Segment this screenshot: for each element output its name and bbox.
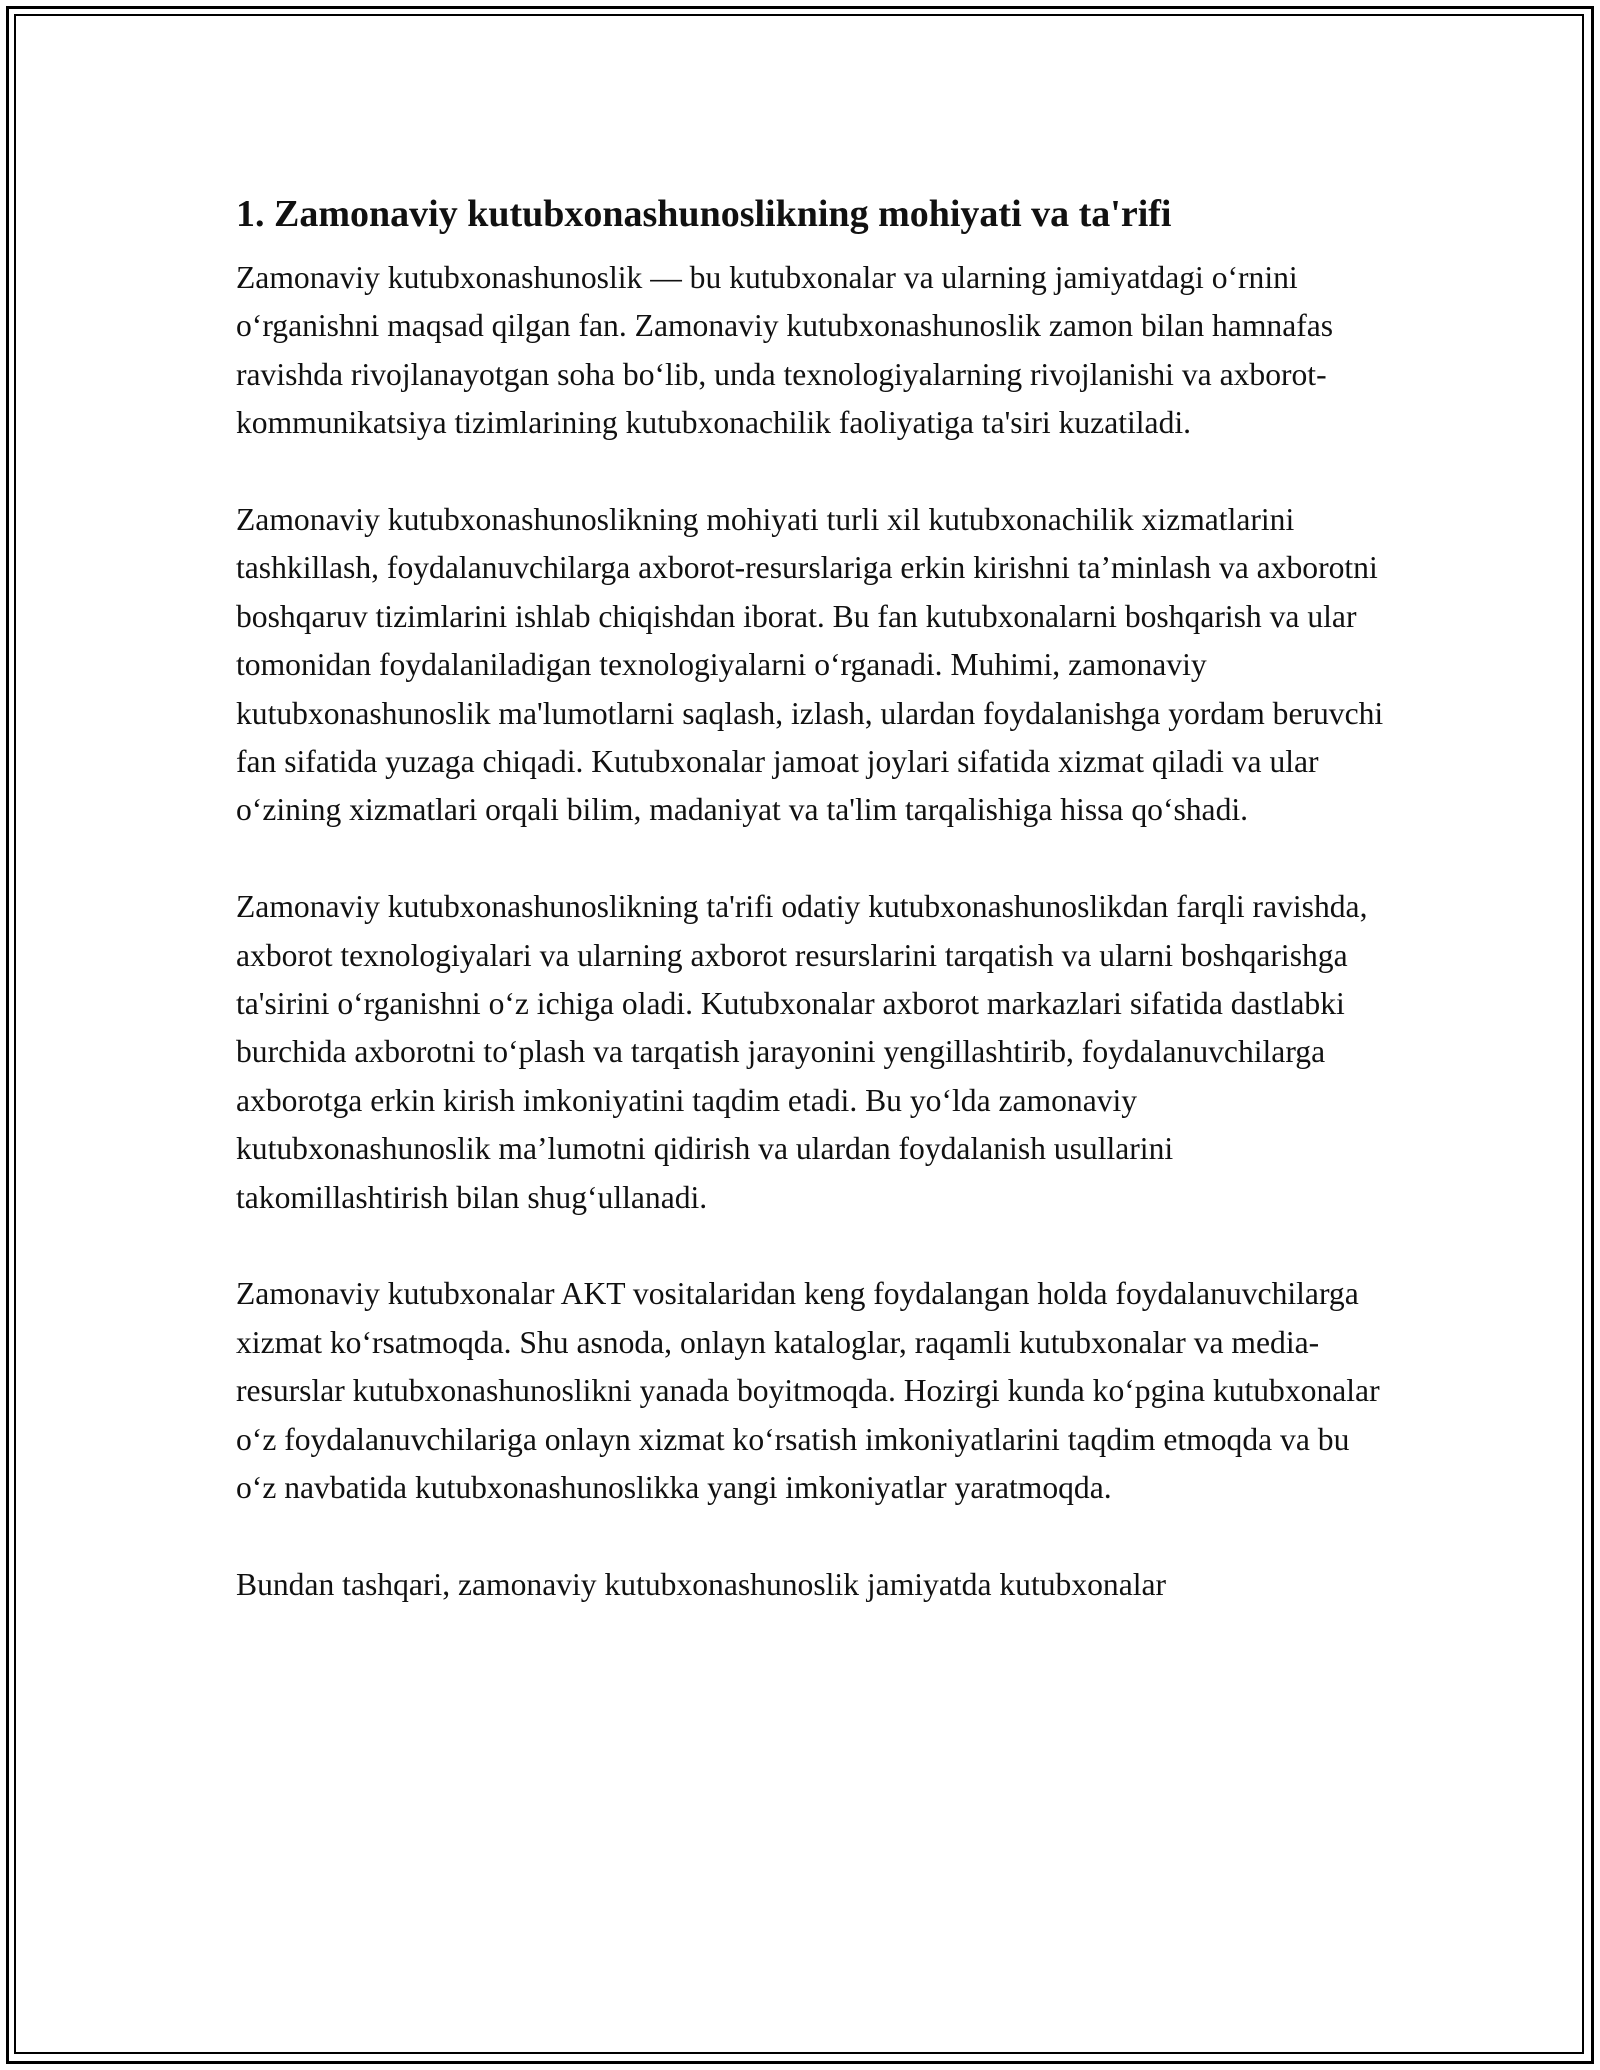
body-paragraph-2: Zamonaviy kutubxonashunoslikning mohiyati turli xil kutubxonachilik xizmatlarini tashkillash, foydalanuvchilarga axborot-resurslariga erkin kirishni ta’minlash va axborotni boshqaruv tizimlarini ishlab chiqishdan iborat. Bu fan kutubxonalarni boshqarish va ular tomonidan foydalaniladigan texnologiyalarni o‘rganadi. Muhimi, zamonaviy kutubxonashunoslik ma'lumotlarni saqlash, izlash, ulardan foydalanishga yordam beruvchi fan sifatida yuzaga chiqadi. Kutubxonalar jamoat joylari sifatida xizmat qiladi va ular o‘zining xizmatlari orqali bilim, madaniyat va ta'lim tarqalishiga hissa qo‘shadi. (236, 502, 1384, 828)
body-paragraph-1: Zamonaviy kutubxonashunoslik — bu kutubxonalar va ularning jamiyatdagi o‘rnini o‘rganishni maqsad qilgan fan. Zamonaviy kutubxonashunoslik zamon bilan hamnafas ravishda rivojlanayotgan soha bo‘lib, unda texnologiyalarning rivojlanishi va axborot-kommunikatsiya tizimlarining kutubxonachilik faoliyatiga ta'siri kuzatiladi. (236, 260, 1334, 441)
document-body (236, 186, 1386, 1609)
body-paragraph-5: Bundan tashqari, zamonaviy kutubxonashunoslik jamiyatda kutubxonalar (236, 1566, 1167, 1602)
section-heading: 1. Zamonaviy kutubxonashunoslikning mohiyati va ta'rifi (236, 193, 1172, 235)
body-paragraph-4: Zamonaviy kutubxonalar AKT vositalaridan keng foydalangan holda foydalanuvchilarga xizmat ko‘rsatmoqda. Shu asnoda, onlayn kataloglar, raqamli kutubxonalar va media-resurslar kutubxonashunoslikni yanada boyitmoqda. Hozirgi kunda ko‘pgina kutubxonalar o‘z foydalanuvchilariga onlayn xizmat ko‘rsatish imkoniyatlarini taqdim etmoqda va bu o‘z navbatida kutubxonashunoslikka yangi imkoniyatlar yaratmoqda. (236, 1276, 1380, 1506)
body-paragraph-3: Zamonaviy kutubxonashunoslikning ta'rifi odatiy kutubxonashunoslikdan farqli ravishda, axborot texnologiyalari va ularning axborot resurslarini tarqatish va ularni boshqarishga ta'sirini o‘rganishni o‘z ichiga oladi. Kutubxonalar axborot markazlari sifatida dastlabki burchida axborotni to‘plash va tarqatish jarayonini yengillashtirib, foydalanuvchilarga axborotga erkin kirish imkoniyatini taqdim etadi. Bu yo‘lda zamonaviy kutubxonashunoslik ma’lumotni qidirish va ulardan foydalanish usullarini takomillashtirish bilan shug‘ullanadi. (236, 889, 1368, 1215)
